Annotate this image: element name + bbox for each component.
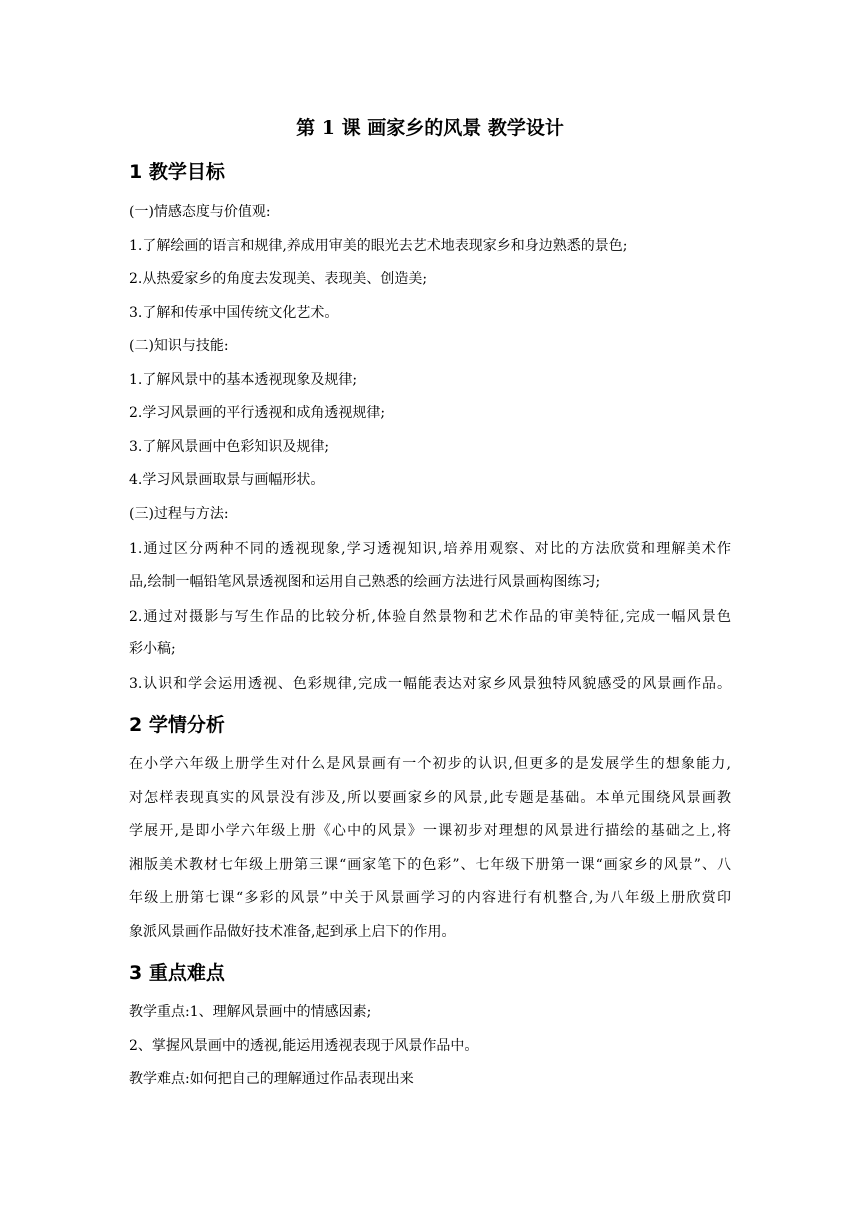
paragraph-line: (二)知识与技能: — [129, 338, 229, 354]
paragraph-line: 学展开,是即小学六年级上册《心中的风景》一课初步对理想的风景进行描绘的基础之上,将 — [129, 823, 731, 839]
paragraph-line: 1.了解绘画的语言和规律,养成用审美的眼光去艺术地表现家乡和身边熟悉的景色; — [129, 238, 628, 254]
paragraph-line: 1.通过区分两种不同的透视现象,学习透视知识,培养用观察、对比的方法欣赏和理解美术作 — [129, 541, 731, 557]
paragraph-line: 4.学习风景画取景与画幅形状。 — [129, 472, 325, 488]
section-heading-teaching-goals: 1 教学目标 — [129, 161, 225, 183]
paragraph-line: 2.从热爱家乡的角度去发现美、表现美、创造美; — [129, 271, 428, 287]
paragraph-line: 年级上册第七课“多彩的风景”中关于风景画学习的内容进行有机整合,为八年级上册欣赏印 — [129, 890, 731, 906]
paragraph-line: 彩小稿; — [129, 641, 176, 657]
paragraph-line: (三)过程与方法: — [129, 506, 229, 522]
paragraph-line: 在小学六年级上册学生对什么是风景画有一个初步的认识,但更多的是发展学生的想象能力, — [129, 756, 731, 772]
paragraph-line: 2.通过对摄影与写生作品的比较分析,体验自然景物和艺术作品的审美特征,完成一幅风景色 — [129, 609, 731, 625]
paragraph-line: (一)情感态度与价值观: — [129, 204, 271, 220]
paragraph-line: 2.学习风景画的平行透视和成角透视规律; — [129, 405, 386, 421]
paragraph-line: 3.了解风景画中色彩知识及规律; — [129, 439, 330, 455]
paragraph-line: 对怎样表现真实的风景没有涉及,所以要画家乡的风景,此专题是基础。本单元围绕风景画教 — [129, 790, 731, 806]
document-title: 第 1 课 画家乡的风景 教学设计 — [296, 117, 564, 139]
paragraph-line: 象派风景画作品做好技术准备,起到承上启下的作用。 — [129, 924, 456, 940]
section-heading-student-analysis: 2 学情分析 — [129, 714, 225, 736]
paragraph-line: 湘版美术教材七年级上册第三课“画家笔下的色彩”、七年级下册第一课“画家乡的风景”、八 — [129, 857, 731, 873]
paragraph-line: 1.了解风景中的基本透视现象及规律; — [129, 372, 358, 388]
section-heading-key-points: 3 重点难点 — [129, 962, 225, 984]
paragraph-line: 3.认识和学会运用透视、色彩规律,完成一幅能表达对家乡风景独特风貌感受的风景画作品。 — [129, 676, 731, 692]
paragraph-line: 品,绘制一幅铅笔风景透视图和运用自己熟悉的绘画方法进行风景画构图练习; — [129, 574, 601, 590]
paragraph-line: 2、掌握风景画中的透视,能运用透视表现于风景作品中。 — [129, 1038, 479, 1054]
paragraph-line: 3.了解和传承中国传统文化艺术。 — [129, 305, 339, 321]
paragraph-line: 教学难点:如何把自己的理解通过作品表现出来 — [129, 1071, 414, 1087]
paragraph-line: 教学重点:1、理解风景画中的情感因素; — [129, 1004, 372, 1020]
